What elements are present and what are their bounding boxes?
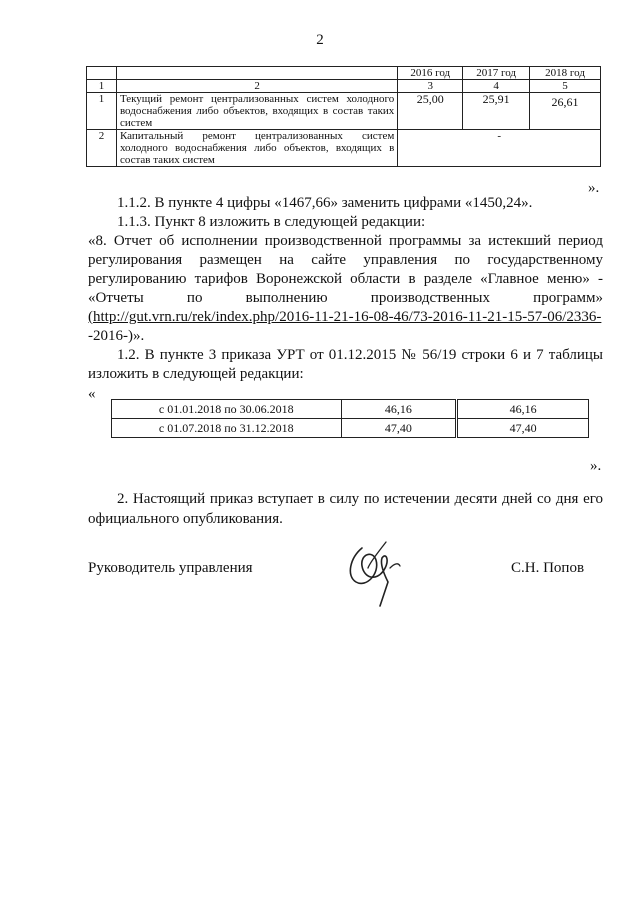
table-row — [112, 419, 589, 438]
year-header-2016: 2016 год — [398, 67, 463, 80]
indicators-table — [86, 66, 601, 167]
tariff-value: 47,40 — [341, 419, 457, 438]
row-number: 2 — [87, 130, 117, 167]
table-row — [87, 130, 601, 167]
paragraph-8-line: «Отчеты по выполнению производственных программ» — [88, 290, 603, 306]
report-link[interactable]: (http://gut.vrn.ru/rek/index.php/2016-11-21-16-08-46/73-2016-11-21-15-57-06/2336- — [88, 309, 602, 325]
table-row — [87, 93, 601, 130]
paragraph-1-2-line: 1.2. В пункте 3 приказа УРТ от 01.12.2015 № 56/19 строки 6 и 7 таблицы — [117, 347, 603, 363]
tariff-value: 47,40 — [457, 419, 589, 438]
opening-quote: « — [88, 386, 96, 402]
page-number: 2 — [316, 32, 324, 48]
column-number: 4 — [463, 80, 530, 93]
paragraph-2-line: 2. Настоящий приказ вступает в силу по истечении десяти дней со дня его — [117, 491, 603, 507]
table-row — [112, 400, 589, 419]
paragraph-8-line: регулирования размещен на сайте управления по государственному — [88, 252, 603, 268]
signatory-position: Руководитель управления — [88, 560, 253, 576]
closing-quote: ». — [590, 458, 602, 474]
column-number: 2 — [116, 80, 397, 93]
tariff-period: с 01.07.2018 по 31.12.2018 — [112, 419, 342, 438]
column-number: 1 — [87, 80, 117, 93]
year-header-2017: 2017 год — [463, 67, 530, 80]
tariff-period: с 01.01.2018 по 30.06.2018 — [112, 400, 342, 419]
signatory-name: С.Н. Попов — [511, 560, 585, 576]
value-2018: 26,61 — [530, 93, 601, 130]
signature-image — [340, 538, 420, 610]
paragraph-1-1-2: 1.1.2. В пункте 4 цифры «1467,66» заменить цифрами «1450,24». — [117, 195, 533, 211]
tariff-value: 46,16 — [341, 400, 457, 419]
paragraph-1-2-line: изложить в следующей редакции: — [88, 366, 304, 382]
paragraph-8-line: регулированию тарифов Воронежской области в разделе «Главное меню» - — [88, 271, 603, 287]
paragraph-1-1-3: 1.1.3. Пункт 8 изложить в следующей редакции: — [117, 214, 426, 230]
row-description: Капитальный ремонт централизованных систем холодного водоснабжения либо объектов, входящих в состав таких систем — [116, 130, 397, 167]
closing-quote: ». — [588, 180, 600, 196]
paragraph-8-line: «8. Отчет об исполнении производственной программы за истекший период — [88, 233, 603, 249]
tariff-value: 46,16 — [457, 400, 589, 419]
tariff-rows-table — [111, 399, 589, 438]
column-number: 5 — [530, 80, 601, 93]
row-number: 1 — [87, 93, 117, 130]
paragraph-2-line: официального опубликования. — [88, 511, 283, 527]
value-2017: 25,91 — [463, 93, 530, 130]
column-number: 3 — [398, 80, 463, 93]
table-numbering-row — [87, 80, 601, 93]
merged-dash-cell: - — [398, 130, 601, 167]
row-description: Текущий ремонт централизованных систем холодного водоснабжения либо объектов, входящих в состав таких систем — [116, 93, 397, 130]
year-header-2018: 2018 год — [530, 67, 601, 80]
value-2016: 25,00 — [398, 93, 463, 130]
paragraph-8-line: -2016-)». — [88, 328, 145, 344]
table-header-row — [87, 67, 601, 80]
